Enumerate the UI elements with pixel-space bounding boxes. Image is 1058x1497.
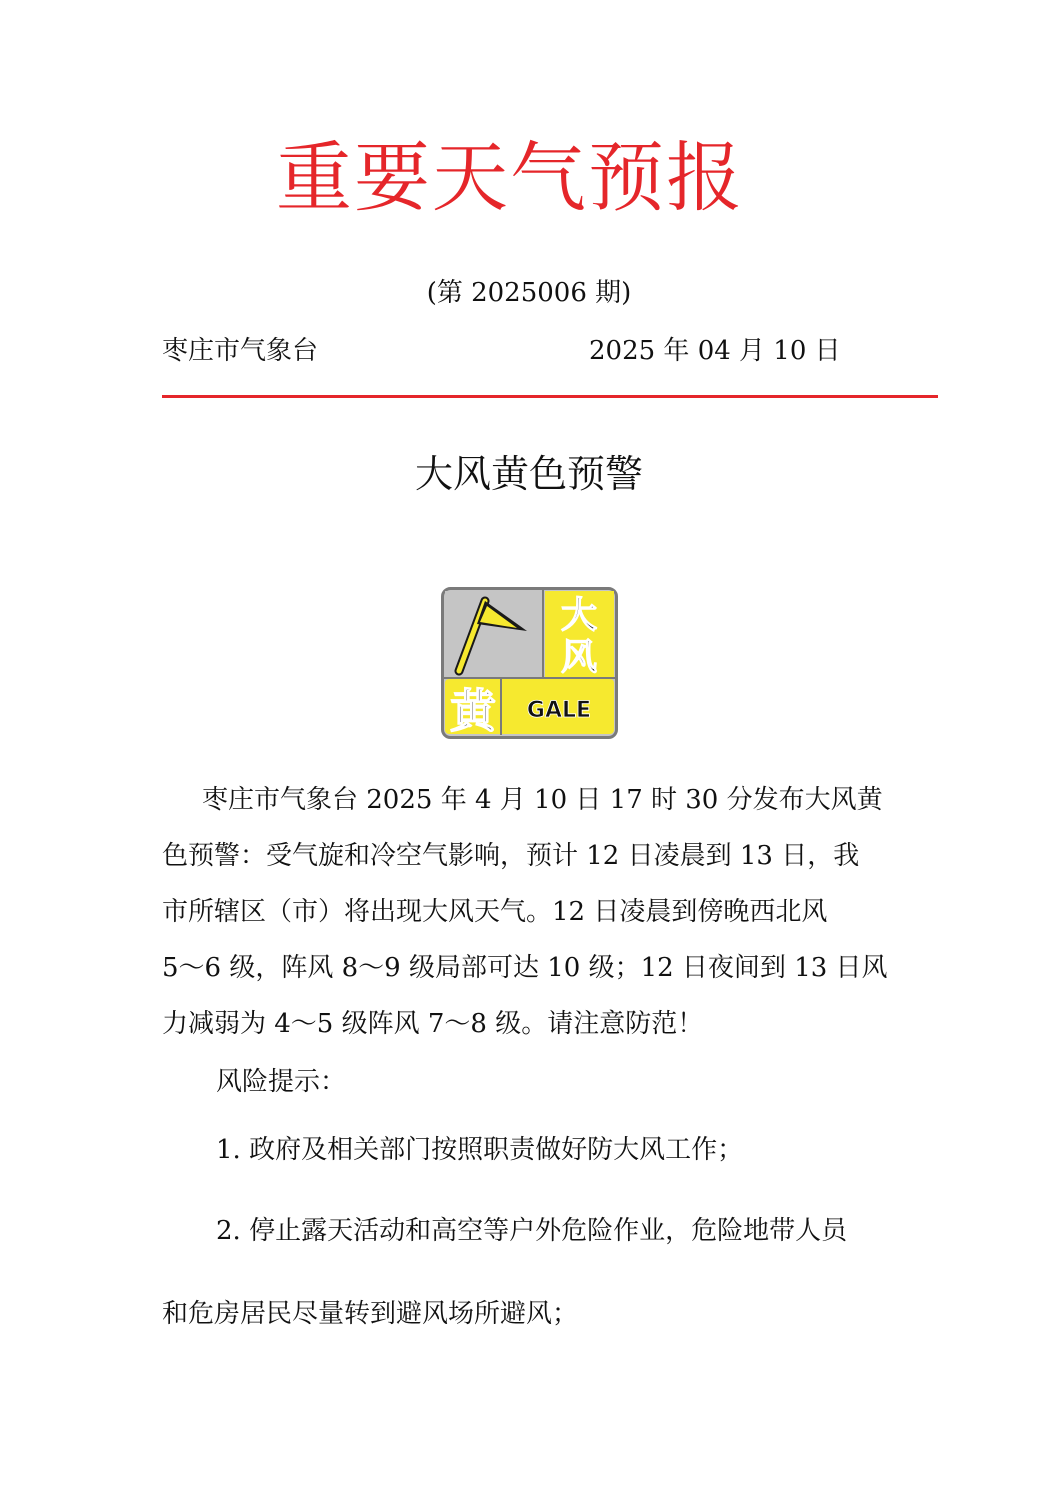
- warning-title: 大风黄色预警: [414, 452, 643, 496]
- issuing-organization: 枣庄市气象台: [162, 336, 319, 366]
- gale-yellow-warning-icon: [441, 587, 618, 739]
- paragraph-line: 色预警：受气旋和冷空气影响，预计 12 日凌晨到 13 日，我: [162, 841, 860, 871]
- paragraph-line: 枣庄市气象台 2025 年 4 月 10 日 17 时 30 分发布大风黄: [202, 785, 883, 815]
- icon-char-da: 大: [560, 595, 598, 636]
- risk-item: 2. 停止露天活动和高空等户外危险作业，危险地带人员: [216, 1216, 848, 1246]
- risk-item: 1. 政府及相关部门按照职责做好防大风工作；: [216, 1135, 744, 1165]
- paragraph-line: 5～6 级，阵风 8～9 级局部可达 10 级；12 日夜间到 13 日风: [162, 953, 888, 983]
- icon-level-char: 黄: [450, 684, 496, 738]
- paragraph-line: 市所辖区（市）将出现大风天气。12 日凌晨到傍晚西北风: [162, 897, 828, 927]
- risk-heading: 风险提示：: [216, 1067, 347, 1097]
- icon-char-feng: 风: [560, 637, 598, 678]
- header-divider: [162, 395, 938, 398]
- issue-number: (第 2025006 期): [426, 278, 632, 308]
- icon-english-label: GALE: [526, 698, 592, 723]
- page-title: 重要天气预报: [276, 133, 744, 222]
- issue-date: 2025 年 04 月 10 日: [589, 336, 841, 366]
- paragraph-line: 力减弱为 4～5 级阵风 7～8 级。请注意防范！: [162, 1009, 704, 1039]
- risk-item: 和危房居民尽量转到避风场所避风；: [162, 1299, 579, 1329]
